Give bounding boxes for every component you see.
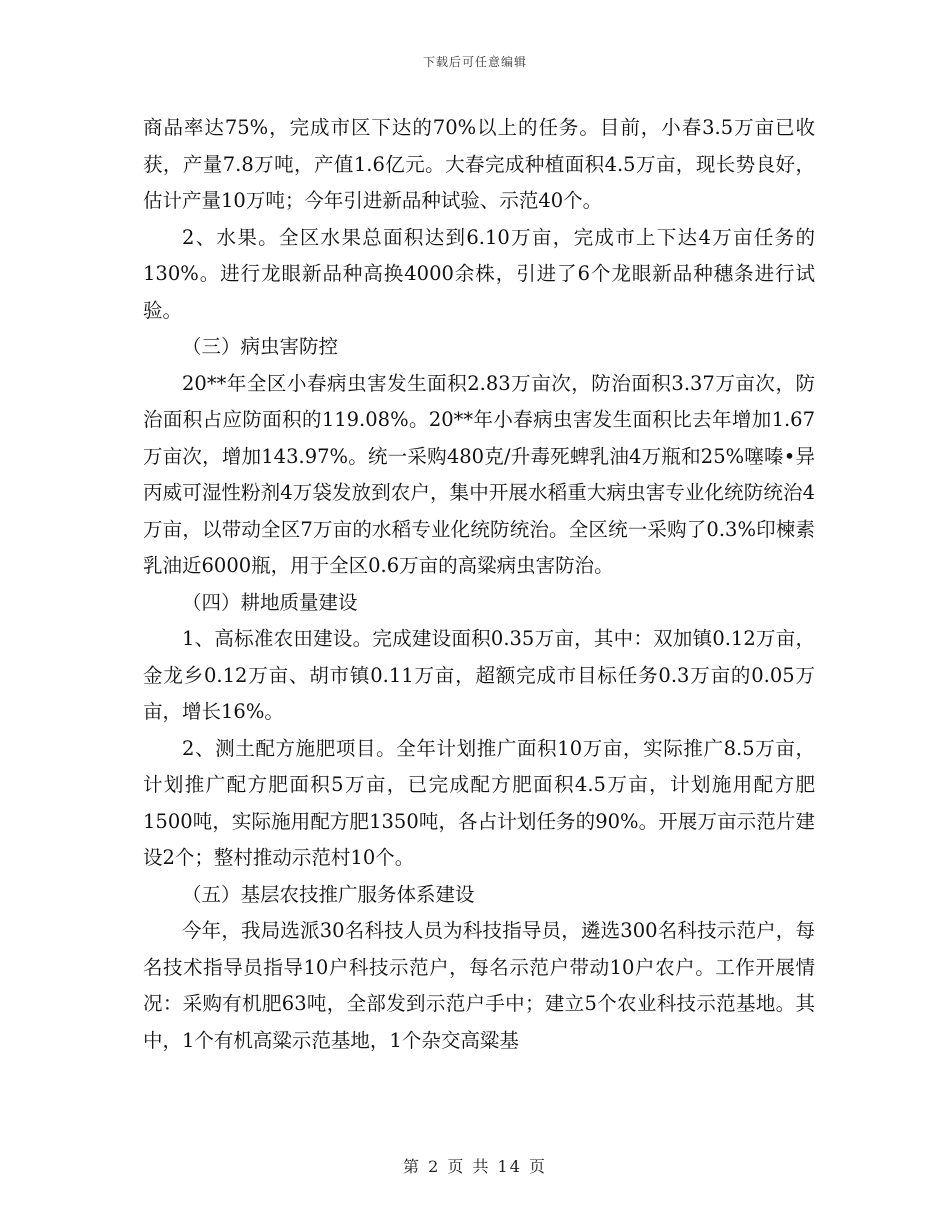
document-body bbox=[143, 110, 815, 1059]
paragraph: 今年，我局选派30名科技人员为科技指导员，遴选300名科技示范户，每名技术指导员指导10户科技示范户，每名示范户带动10户农户。工作开展情况：采购有机肥63吨，全部发到示范户手中；建立5个农业科技示范基地。其中，1个有机高粱示范基地，1个杂交高粱基 bbox=[143, 919, 815, 1052]
paragraph: 2、测土配方施肥项目。全年计划推广面积10万亩，实际推广8.5万亩，计划推广配方肥面积5万亩，已完成配方肥面积4.5万亩，计划施用配方肥1500吨，实际施用配方肥1350吨，各占计划任务的90%。开展万亩示范片建设2个；整村推动示范村10个。 bbox=[143, 736, 815, 869]
section-heading: （四）耕地质量建设 bbox=[182, 590, 358, 614]
section-heading: （五）基层农技推广服务体系建设 bbox=[182, 882, 475, 906]
paragraph: 20**年全区小春病虫害发生面积2.83万亩次，防治面积3.37万亩次，防治面积占应防面积的119.08%。20**年小春病虫害发生面积比去年增加1.67万亩次，增加143.97%。统一采购480克/升毒死蜱乳油4万瓶和25%噻嗪•异丙威可湿性粉剂4万袋发放到农户，集中开展水稻重大病虫害专业化统防统治4万亩，以带动全区7万亩的水稻专业化统防统治。全区统一采购了0.3%印楝素乳油近6000瓶，用于全区0.6万亩的高粱病虫害防治。 bbox=[143, 371, 815, 577]
paragraph: 2、水果。全区水果总面积达到6.10万亩，完成市上下达4万亩任务的130%。进行龙眼新品种高换4000余株，引进了6个龙眼新品种穗条进行试验。 bbox=[143, 225, 815, 322]
section-heading: （三）病虫害防控 bbox=[182, 335, 339, 358]
page-header: 下载后可任意编辑 bbox=[422, 55, 527, 69]
paragraph: 1、高标准农田建设。完成建设面积0.35万亩，其中：双加镇0.12万亩，金龙乡0.12万亩、胡市镇0.11万亩，超额完成市目标任务0.3万亩的0.05万亩，增长16%。 bbox=[143, 627, 815, 723]
page-number-footer: 第 2 页 共 14 页 bbox=[403, 1157, 547, 1176]
paragraph: 商品率达75%，完成市区下达的70%以上的任务。目前，小春3.5万亩已收获，产量7.8万吨，产值1.6亿元。大春完成种植面积4.5万亩，现长势良好，估计产量10万吨；今年引进新品种试验、示范40个。 bbox=[143, 116, 815, 212]
